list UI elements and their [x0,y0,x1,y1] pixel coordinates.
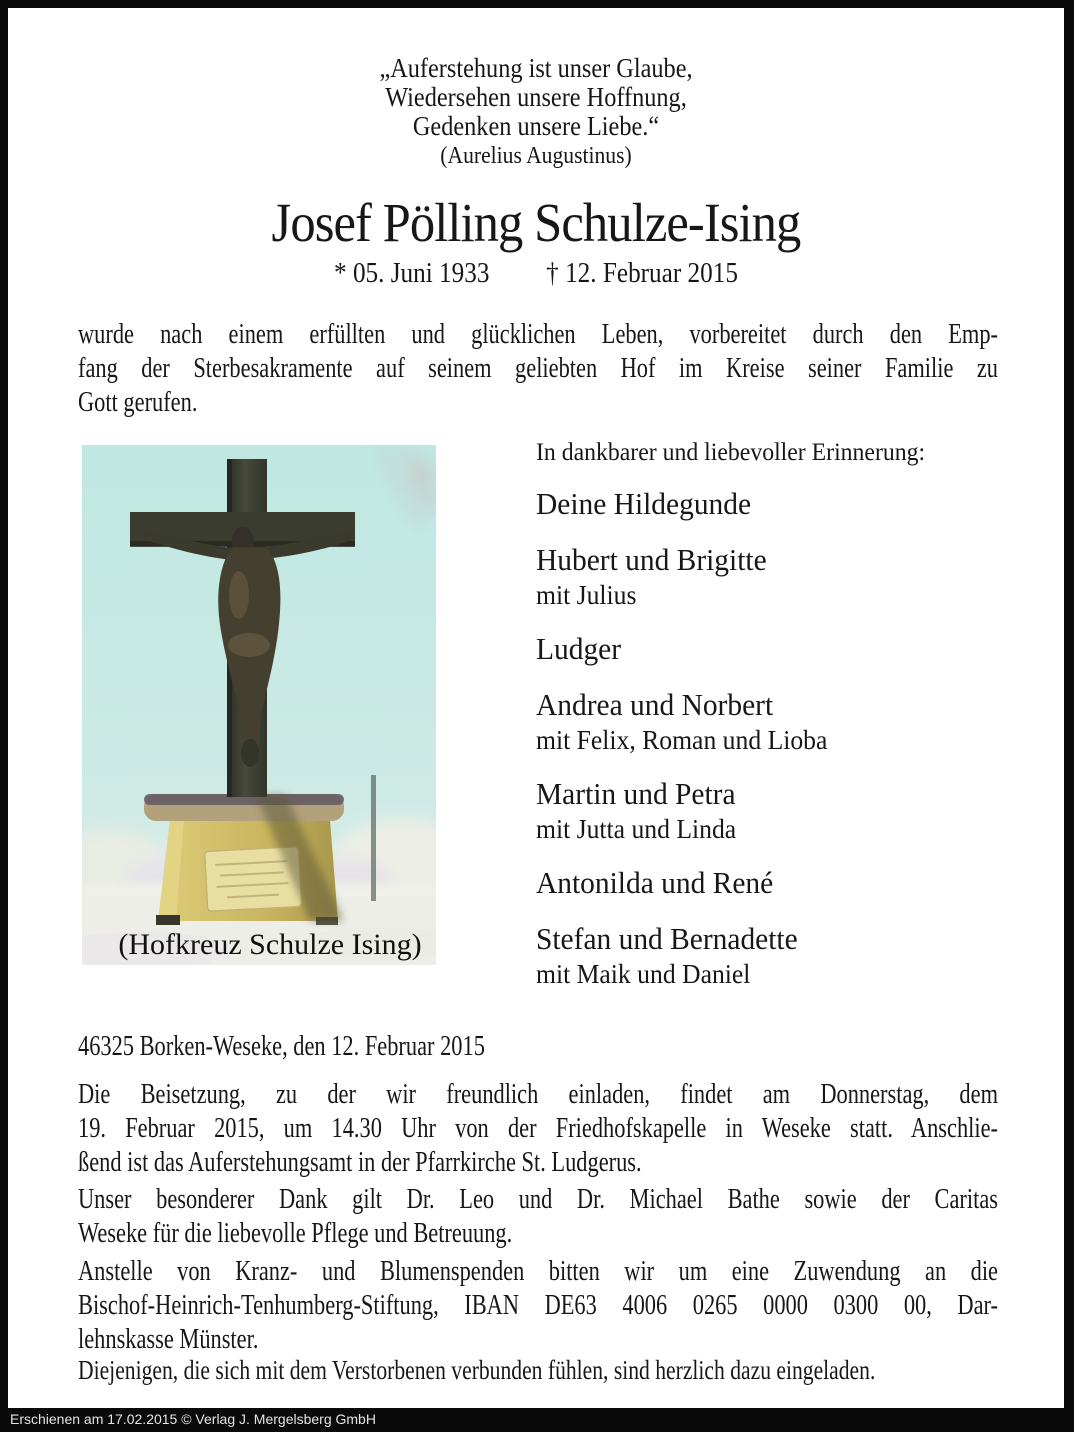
mourner-children: mit Maik und Daniel [536,959,751,989]
mourner-name: Deine Hildegunde [536,486,752,521]
mourner-name: Andrea und Norbert [536,687,774,722]
photo-caption: (Hofkreuz Schulze Ising) [118,928,422,961]
mourner-children: mit Jutta und Linda [536,814,737,844]
quote-line-2: Wiedersehen unsere Hoffnung, [385,82,687,112]
mourner-name: Stefan und Bernadette [536,921,798,956]
pedestal-graphic [144,794,344,925]
mourner-children: mit Felix, Roman und Lioba [536,725,828,755]
memorial-entry [536,541,992,612]
funeral-paragraph [78,1078,998,1180]
photo-pole [371,775,376,901]
deceased-name: Josef Pölling Schulze-Ising [271,192,801,253]
thanks-paragraph [78,1183,998,1251]
life-dates [61,258,1011,290]
intro-line-2: fang der Sterbesakramente auf seinem geliebten Hof im Kreise seiner Familie zu [78,353,998,384]
memorial-entry [536,686,992,757]
memorial-entry [536,864,992,902]
quote-line-3: Gedenken unsere Liebe.“ [412,111,660,141]
memorial-entry [536,920,992,991]
mourner-name: Ludger [536,631,622,666]
closing-line [78,1353,998,1387]
quote-attribution: (Aurelius Augustinus) [440,143,632,169]
funeral-line-2: 19. Februar 2015, um 14.30 Uhr von der Friedhofskapelle in Weseke statt. Anschlie- [78,1113,998,1144]
hofkreuz-photo [82,445,436,965]
mourner-children: mit Julius [536,580,637,610]
obituary-paper [8,8,1064,1408]
funeral-line-1: Die Beisetzung, zu der wir freundlich einladen, findet am Donnerstag, dem [78,1079,998,1110]
intro-line-1: wurde nach einem erfüllten und glücklichen Leben, vorbereitet durch den Emp- [78,319,998,350]
thanks-line-1: Unser besonderer Dank gilt Dr. Leo und Dr. Michael Bathe sowie der Caritas [78,1184,998,1215]
intro-line-3: Gott gerufen. [78,387,198,418]
death-date: † 12. Februar 2015 [546,258,738,289]
donations-line-1: Anstelle von Kranz- und Blumenspenden bitten wir um eine Zuwendung an die [78,1256,998,1287]
birth-date: * 05. Juni 1933 [334,258,490,289]
publisher-credit: Erschienen am 17.02.2015 © Verlag J. Mergelsberg GmbH [10,1411,376,1427]
closing-text: Diejenigen, die sich mit dem Verstorbenen verbunden fühlen, sind herzlich dazu eingeladen. [78,1355,876,1385]
donations-line-2: Bischof-Heinrich-Tenhumberg-Stiftung, IBAN DE63 4006 0265 0000 0300 00, Dar- [78,1290,998,1321]
hofkreuz-photo-graphic [82,445,436,965]
memorial-intro: In dankbarer und liebevoller Erinnerung: [536,439,926,466]
memorial-entry [536,630,992,668]
mourner-name: Martin und Petra [536,776,736,811]
memorial-list [536,439,992,991]
memorial-entry [536,775,992,846]
funeral-line-3: ßend ist das Auferstehungsamt in der Pfarrkirche St. Ludgerus. [78,1147,642,1178]
city-date-text: 46325 Borken-Weseke, den 12. Februar 2015 [78,1031,485,1062]
thanks-line-2: Weseke für die liebevolle Pflege und Betreuung. [78,1218,513,1249]
quote-block [61,54,1011,170]
mourner-name: Hubert und Brigitte [536,542,767,577]
intro-paragraph [78,318,998,420]
memorial-entry [536,485,992,523]
donations-paragraph [78,1255,998,1357]
donations-line-3: lehnskasse Münster. [78,1324,259,1355]
city-date-line [78,1030,998,1064]
quote-line-1: „Auferstehung ist unser Glaube, [379,53,693,83]
mourner-name: Antonilda und René [536,865,774,900]
